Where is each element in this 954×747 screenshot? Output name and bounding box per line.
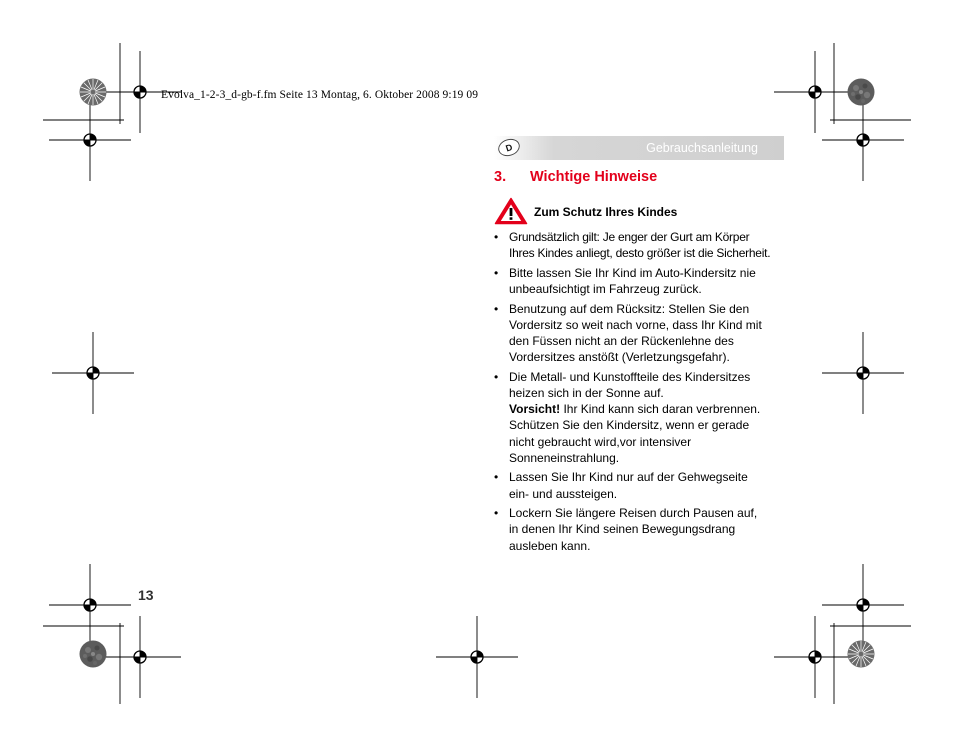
- header-title: Gebrauchsanleitung: [646, 141, 758, 155]
- section-heading: [494, 169, 657, 185]
- list-item-line: heizen sich in der Sonne auf.: [509, 386, 664, 400]
- warning-triangle-icon: [494, 197, 528, 225]
- list-item-line: Benutzung auf dem Rücksitz: Stellen Sie den: [509, 301, 750, 316]
- bullet-symbol: •: [494, 369, 499, 384]
- language-badge: [497, 138, 521, 157]
- bullet-symbol: •: [494, 301, 499, 316]
- list-item-line: unbeaufsichtigt im Fahrzeug zurück.: [509, 282, 702, 296]
- list-item-line: Schützen Sie den Kindersitz, wenn er gerade: [509, 418, 750, 433]
- safety-instructions-list: [494, 229, 794, 557]
- list-item-line: Ihres Kindes anliegt, desto größer ist die Sicherheit.: [509, 246, 771, 261]
- bullet-symbol: •: [494, 230, 498, 244]
- list-item-line: Grundsätzlich gilt: Je enger der Gurt am Körper: [509, 230, 750, 244]
- list-item-line: Lassen Sie Ihr Kind nur auf der Gehwegseite: [509, 470, 748, 485]
- bullet-symbol: •: [494, 470, 499, 485]
- caution-line: [509, 401, 794, 417]
- list-item: [494, 369, 794, 466]
- list-item: [494, 505, 794, 554]
- list-item-line: Bitte lassen Sie Ihr Kind im Auto-Kindersitz nie: [509, 265, 756, 280]
- list-item-line: den Füssen nicht an der Rückenlehne des: [509, 334, 734, 348]
- list-item-line: Vordersitz so weit nach vorne, dass Ihr Kind mit: [509, 317, 762, 332]
- warning-block: [494, 197, 794, 225]
- list-item-line: ein- und aussteigen.: [509, 486, 618, 501]
- bullet-symbol: •: [494, 265, 499, 280]
- list-item-line: nicht gebraucht wird,vor intensiver: [509, 434, 692, 449]
- list-item-line: in denen Ihr Kind seinen Bewegungsdrang: [509, 522, 736, 537]
- list-item-line: Die Metall- und Kunstoffteile des Kindersitzes: [509, 369, 751, 384]
- language-badge-icon: [497, 138, 521, 157]
- list-item-line: Sonneneinstrahlung.: [509, 450, 620, 465]
- list-item-line: Vordersitzes anstößt (Verletzungsgefahr).: [509, 350, 730, 365]
- language-code: D: [504, 142, 514, 154]
- section-number: 3.: [494, 169, 507, 185]
- header-bar: [494, 136, 784, 160]
- list-item: [494, 229, 794, 261]
- caution-label: Vorsicht!: [509, 402, 561, 417]
- list-item: [494, 469, 794, 501]
- caution-text: Ihr Kind kann sich daran verbrennen.: [560, 402, 761, 417]
- warning-title: Zum Schutz Ihres Kindes: [534, 205, 678, 219]
- page-number: 13: [138, 587, 154, 603]
- list-item-line: ausleben kann.: [509, 538, 591, 553]
- list-item-line: Lockern Sie längere Reisen durch Pausen auf,: [509, 506, 758, 521]
- list-item: [494, 301, 794, 366]
- file-info-line: Evolva_1-2-3_d-gb-f.fm Seite 13 Montag, 6. Oktober 2008 9:19 09: [161, 89, 479, 101]
- list-item: [494, 265, 794, 297]
- bullet-symbol: •: [494, 506, 499, 521]
- section-title: Wichtige Hinweise: [530, 169, 658, 185]
